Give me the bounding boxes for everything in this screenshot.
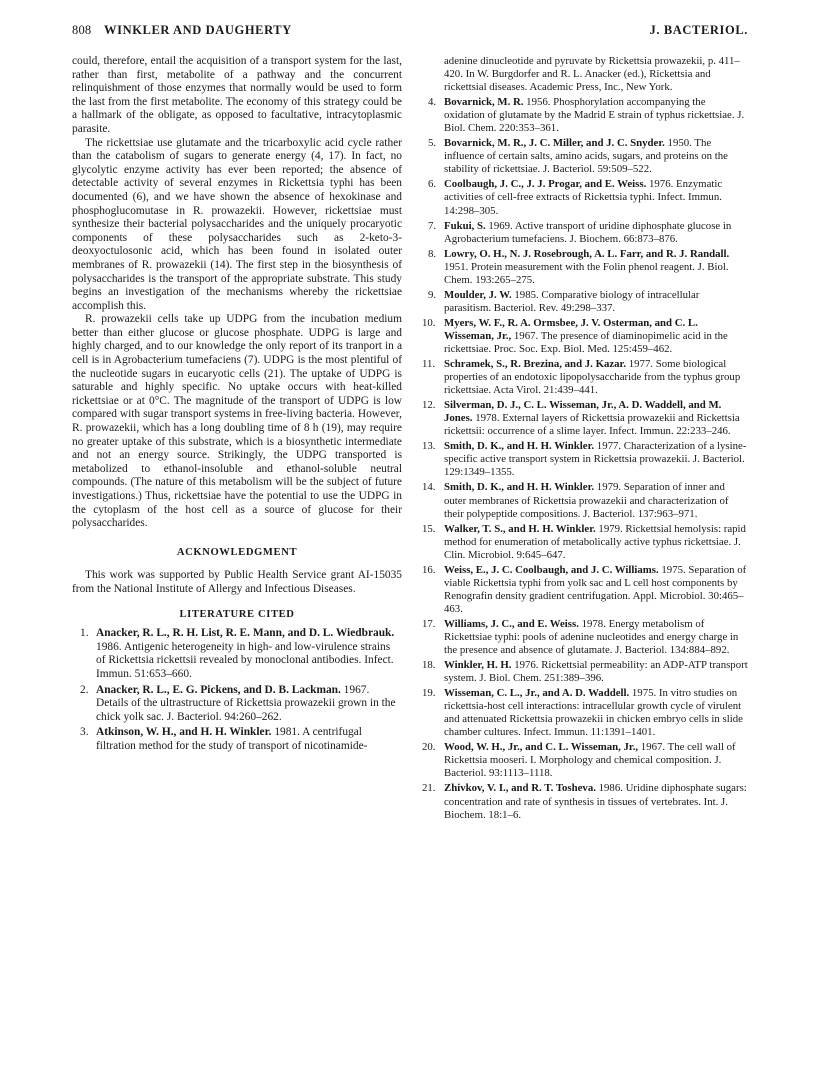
reference-item: 21. Zhivkov, V. I., and R. T. Tosheva. 1986. Uridine diphosphate sugars: concentration and rate of synthesis in tissues of vertebrates. Int. J. Biochem. 18:1–6. <box>422 782 747 821</box>
reference-item: 19. Wisseman, C. L., Jr., and A. D. Waddell. 1975. In vitro studies on rickettsia-host cell interactions: intracellular growth cycle of virulent and attenuated Rickettsia prowazekii in chicken embryo cells in slide chamber cultures. Infect. Immun. 11:1391–1401. <box>422 687 743 739</box>
reference-item: 11. Schramek, S., R. Brezina, and J. Kazar. 1977. Some biological properties of an endotoxic lipopolysaccharide from the typhus group rickettsiae. Acta Virol. 21:439–441. <box>422 358 741 397</box>
reference-item: 14. Smith, D. K., and H. H. Winkler. 1979. Separation of inner and outer membranes of Rickettsia prowazekii and characterization of their polypeptide compositions. J. Bacteriol. 137:963–971. <box>422 481 729 520</box>
reference-item: 13. Smith, D. K., and H. H. Winkler. 1977. Characterization of a lysine-specific active transport system in Rickettsia prowazekii. J. Bacteriol. 129:1349–1355. <box>422 440 747 479</box>
body-paragraph: The rickettsiae use glutamate and the tricarboxylic acid cycle rather than the catabolism of sugars to generate energy (4, 17). In fact, no glycolytic enzyme activity has ever been reported; the absence of detectable activity of several enzymes in Rickettsia typhi has been documented (6), and we have shown the absence of hexokinase and phosphoglucomutase in R. prowazekii. However, rickettsiae must synthesize their bacterial polysaccharides and the uniquely procaryotic components of these polysaccharides such as 2-keto-3-deoxyoctulosonic acid, which has been found in isolated outer membranes of R. prowazekii (14). The first step in the biosynthesis of polysaccharides is the transport of the appropriate substrate. This study begins an investigation of the mechanisms whereby the rickettsiae accomplish this. <box>72 136 402 312</box>
reference-item: 12. Silverman, D. J., C. L. Wisseman, Jr., A. D. Waddell, and M. Jones. 1978. External layers of Rickettsia prowazekii and Rickettsia rickettsii: occurrence of a slime layer. Infect. Immun. 22:233–246. <box>422 399 740 438</box>
literature-cited-heading: LITERATURE CITED <box>179 608 295 620</box>
reference-item: 17. Williams, J. C., and E. Weiss. 1978. Energy metabolism of Rickettsiae typhi: pools of adenine nucleotides and energy charge in the presence and absence of glutamate. J. Bacteriol. 134:884–892. <box>422 617 739 657</box>
right-column <box>420 55 748 824</box>
reference-item: 7. Fukui, S. 1969. Active transport of uridine diphosphate glucose in Agrobacterium tumefaciens. J. Biochem. 66:873–876. <box>428 219 732 245</box>
reference-item: 1. Anacker, R. L., R. H. List, R. E. Mann, and D. L. Wiedbrauk. 1986. Antigenic heterogeneity in high- and low-virulence strains of Rickettsia rickettsii revealed by monoclonal antibodies. Infect. Immun. 51:653–660. <box>80 627 395 680</box>
reference-item: 20. Wood, W. H., Jr., and C. L. Wisseman, Jr., 1967. The cell wall of Rickettsia mooseri. I. Morphology and chemical composition. J. Bacteriol. 93:1113–1118. <box>422 741 736 780</box>
body-paragraph: could, therefore, entail the acquisition of a transport system for the last, rather than first, metabolite of a pathway and the concurrent relinquishment of those enzymes that normally would be used to form the last from the first metabolite. The economy of this strategy could be a hallmark of the obligate, as opposed to facultative, intracytoplasmic parasite. <box>72 55 402 135</box>
reference-item: 5. Bovarnick, M. R., J. C. Miller, and J. C. Snyder. 1950. The influence of certain salts, amino acids, sugars, and proteins on the stability of rickettsiae. J. Bacteriol. 59:509–522. <box>428 137 728 176</box>
acknowledgment-heading: ACKNOWLEDGMENT <box>176 546 298 558</box>
reference-item-continued: adenine dinucleotide and pyruvate by Rickettsia prowazekii, p. 411–420. In W. Burgdorfer and R. L. Anacker (ed.), Rickettsia and rickettsial diseases. Academic Press, Inc., New York. <box>444 55 740 94</box>
reference-item: 15. Walker, T. S., and H. H. Winkler. 1979. Rickettsial hemolysis: rapid method for enumeration of metabolically active typhus rickettsiae. J. Clin. Microbiol. 9:645–647. <box>422 522 746 561</box>
reference-item: 2. Anacker, R. L., E. G. Pickens, and D. B. Lackman. 1967. Details of the ultrastructure of Rickettsia prowazekii grown in the chick yolk sac. J. Bacteriol. 94:260–262. <box>80 683 396 723</box>
reference-item: 3. Atkinson, W. H., and H. H. Winkler. 1981. A centrifugal filtration method for the study of transport of nicotinamide- <box>80 726 368 752</box>
left-column <box>72 55 402 756</box>
reference-item: 9. Moulder, J. W. 1985. Comparative biology of intracellular parasitism. Bacteriol. Rev. 49:298–337. <box>428 288 700 314</box>
running-authors: WINKLER AND DAUGHERTY <box>104 23 292 37</box>
reference-item: 4. Bovarnick, M. R. 1956. Phosphorylation accompanying the oxidation of glutamate by the Madrid E strain of typhus rickettsiae. J. Biol. Chem. 220:353–361. <box>428 96 745 135</box>
reference-item: 10. Myers, W. F., R. A. Ormsbee, J. V. Osterman, and C. L. Wisseman, Jr., 1967. The presence of diaminopimelic acid in the rickettsiae. Proc. Soc. Exp. Biol. Med. 125:459–462. <box>422 316 728 355</box>
running-header <box>72 23 748 39</box>
reference-item: 16. Weiss, E., J. C. Coolbaugh, and J. C. Williams. 1975. Separation of viable Rickettsia typhi from yolk sac and L cell host components by Renografin density gradient centrifugation. Appl. Microbiol. 30:465–463. <box>422 563 747 615</box>
body-paragraph: R. prowazekii cells take up UDPG from the incubation medium better than either glucose or glucose phosphate. UDPG is large and highly charged, and to our knowledge the only report of its tranport in a cell is in Agrobacterium tumefaciens (7). UDPG is the most plentiful of the nucleotide sugars in eucaryotic cells (21). The uptake of UDPG is saturable and highly specific. No uptake occurs with heat-killed rickettsiae or at 0°C. The magnitude of the transport of UDPG is low compared with sugar transport systems in free-living bacteria. However, R. prowazekii, which has a long doubling time of 8 h (19), may require no greater uptake of this substrate, which is a biosynthetic intermediate and not an energy source. Strikingly, the UDPG transported is metabolized to ethanol-insoluble and ethanol-soluble neutral compounds. (The nature of this metabolism will be the subject of future investigations.) Thus, rickettsiae have the potential to use the UDPG in the cytoplasm of the host cell as a source of glucose for their polysaccharides. <box>72 313 402 530</box>
page-number: 808 <box>72 23 92 37</box>
reference-item: 18. Winkler, H. H. 1976. Rickettsial permeability: an ADP-ATP transport system. J. Biol. Chem. 251:389–396. <box>422 659 748 685</box>
reference-item: 8. Lowry, O. H., N. J. Rosebrough, A. L. Farr, and R. J. Randall. 1951. Protein measurement with the Folin phenol reagent. J. Biol. Chem. 193:265–275. <box>428 247 730 286</box>
journal-name: J. BACTERIOL. <box>649 23 748 37</box>
reference-item: 6. Coolbaugh, J. C., J. J. Progar, and E. Weiss. 1976. Enzymatic activities of cell-free extracts of Rickettsia typhi. Infect. Immun. 14:298–305. <box>428 178 723 217</box>
acknowledgment-text: This work was supported by Public Health Service grant AI-15035 from the National Institute of Allergy and Infectious Diseases. <box>72 569 402 595</box>
